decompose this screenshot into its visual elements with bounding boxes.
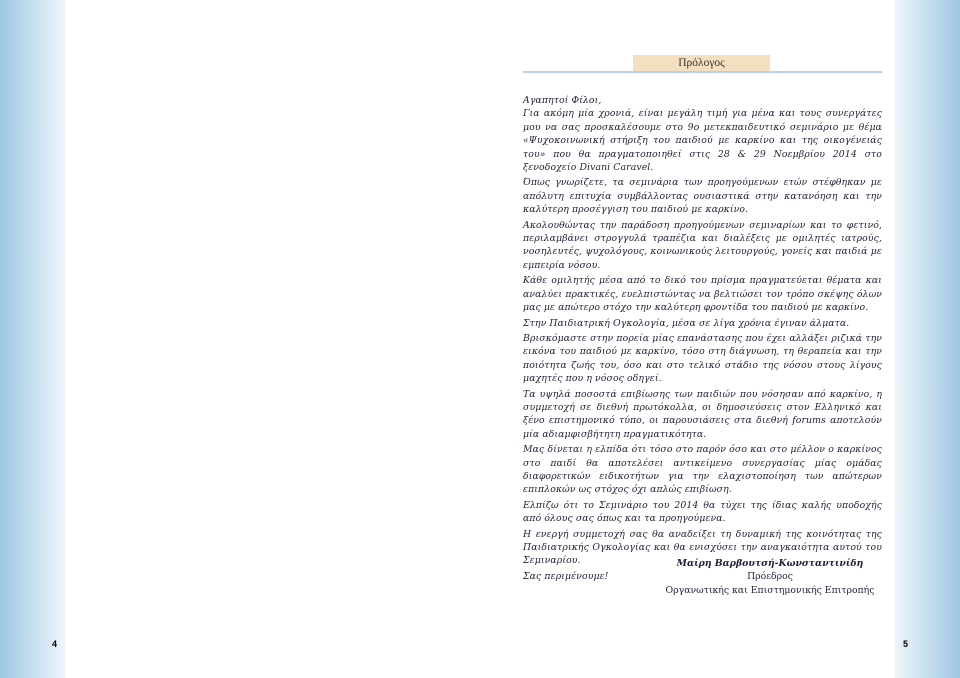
paragraph: Στην Παιδιατρική Ογκολογία, μέσα σε λίγα χρόνια έγιναν άλματα. (523, 317, 850, 329)
closing-line: Σας περιμένουμε! (523, 570, 609, 582)
paragraph: Βρισκόμαστε στην πορεία μίας επανάστασης που έχει αλλάξει ριζικά την εικόνα του παιδιού με καρκίνο, τόσο στη διάγνωση, τη θεραπεία και την ποιότητα ζωής του, όσο και στο τελικό στάδιο της νόσου στους λίγους μαχητές που η νόσος οδηγεί. (523, 332, 882, 385)
right-page-number: 5 (903, 639, 909, 649)
prologue-body (523, 94, 882, 585)
paragraph: Κάθε ομιλητής μέσα από το δικό του πρίσμα πραγματεύεται θέματα και αναλύει πρακτικές, ευελπιστώντας να βελτιώσει τον τρόπο σκέψης όλων μας με απώτερο στόχο την καλύτερη φροντίδα του παιδιού με καρκίνο. (523, 275, 882, 314)
signature-title: Πρόεδρος (747, 571, 793, 583)
heading-rule (523, 71, 882, 73)
greeting: Αγαπητοί Φίλοι, (523, 95, 602, 106)
signature-name: Μαίρη Βαρβουτσή-Κωνσταντινίδη (676, 558, 864, 569)
page-heading: Πρόλογος (633, 55, 770, 71)
left-page-number: 4 (52, 639, 58, 649)
paragraph: Όπως γνωρίζετε, τα σεμινάρια των προηγούμενων ετών στέφθηκαν με απόλυτη επιτυχία συμβάλλοντας ουσιαστικά στην κατανόηση και την καλύτερη προσέγγιση του παιδιού με καρκίνο. (523, 177, 882, 216)
paragraph: Ελπίζω ότι το Σεμινάριο του 2014 θα τύχει της ίδιας καλής υποδοχής από όλους σας όπως και τα προηγούμενα. (523, 499, 882, 525)
paragraph: Η ενεργή συμμετοχή σας θα αναδείξει τη δυναμική της κοινότητας της Παιδιατρικής Ογκολογίας και θα ενισχύσει την αναγκαιότητα αυτού του Σεμιναρίου. (523, 528, 882, 567)
signature-committee: Οργανωτικής και Επιστημονικής Επιτροπής (665, 584, 875, 596)
paragraph: Μας δίνεται η ελπίδα ότι τόσο στο παρόν όσο και στο μέλλον ο καρκίνος στο παιδί θα αποτελέσει αντικείμενο συνεργασίας μίας ομάδας διαφορετικών ειδικοτήτων για την ελαχιστοποίηση των απώτερων επιπλοκών ως στόχος όχι απλώς επιβίωση. (523, 444, 882, 496)
paragraph: Ακολουθώντας την παράδοση προηγούμενων σεμιναρίων και το φετινό, περιλαμβάνει στρογγυλά τραπέζια και διαλέξεις με ομιλητές ιατρούς, νοσηλευτές, ψυχολόγους, κοινωνικούς λειτουργούς, γονείς και παιδιά με εμπειρία νόσου. (523, 219, 882, 271)
signature-block (640, 557, 900, 597)
paragraph: Τα υψηλά ποσοστά επιβίωσης των παιδιών που νόσησαν από καρκίνο, η συμμετοχή σε διεθνή πρωτόκολλα, οι δημοσιεύσεις στον Ελληνικό και ξένο επιστημονικό τύπο, οι παρουσιάσεις στα διεθνή forums αποτελούν μία αδιαμφισβήτητη πραγματικότητα. (523, 388, 882, 440)
paragraph: Για ακόμη μία χρονιά, είναι μεγάλη τιμή για μένα και τους συνεργάτες μου να σας προσκαλέσουμε στο 9ο μετεκπαιδευτικό σεμινάριο με θέμα «Ψυχοκοινωνική στήριξη του παιδιού με καρκίνο και της οικογένειάς του» που θα πραγματοποιηθεί στις 28 & 29 Νοεμβρίου 2014 στο ξενοδοχείο Divani Caravel. (523, 108, 882, 174)
